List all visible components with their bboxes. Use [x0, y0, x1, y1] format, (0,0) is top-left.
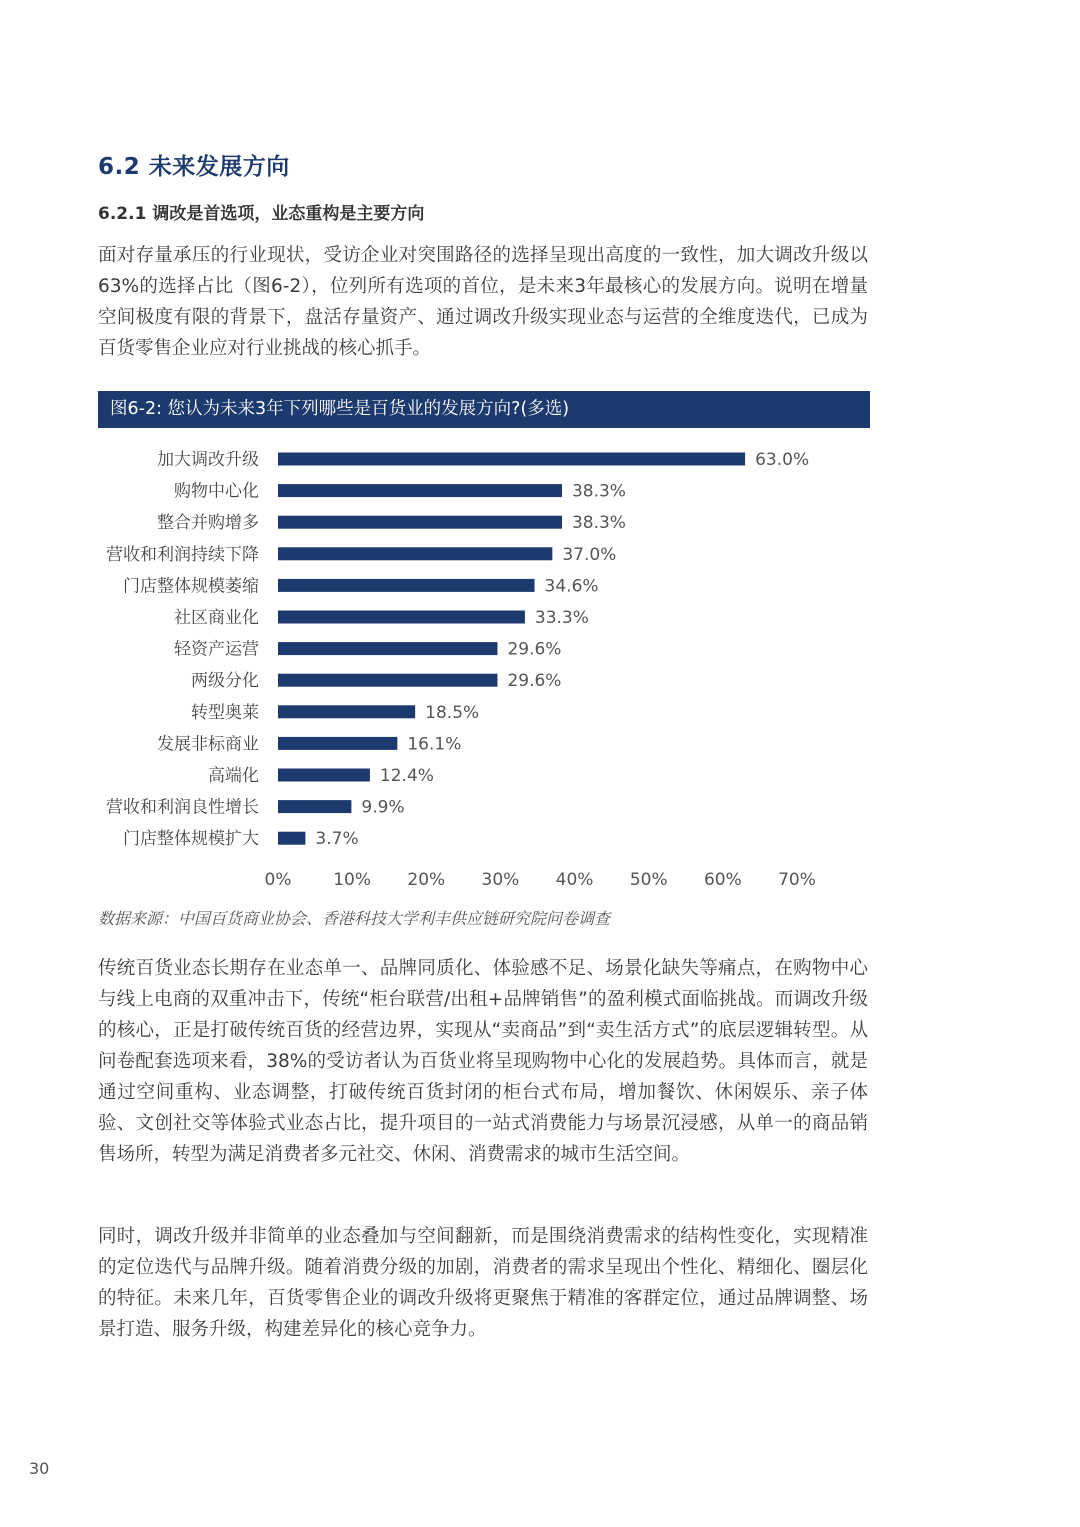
- figure-source: 数据来源：中国百货商业协会、香港科技大学利丰供应链研究院问卷调查: [98, 909, 611, 928]
- data-label: 38.3%: [571, 481, 626, 502]
- x-tick-label: 70%: [778, 870, 816, 890]
- bar: [278, 705, 415, 718]
- page-number: 30: [29, 1459, 50, 1478]
- bar: [278, 484, 562, 497]
- data-label: 29.6%: [507, 639, 562, 660]
- data-label: 37.0%: [562, 544, 617, 565]
- bar-chart: [0, 440, 1080, 900]
- data-label: 38.3%: [571, 513, 626, 534]
- data-label: 9.9%: [361, 797, 405, 818]
- bar: [278, 579, 535, 592]
- data-label: 63.0%: [755, 450, 810, 470]
- data-label: 34.6%: [544, 576, 599, 597]
- category-label: 高端化: [208, 766, 259, 786]
- bar: [278, 832, 305, 845]
- bar: [278, 674, 497, 687]
- category-label: 整合并购增多: [157, 513, 259, 534]
- category-label: 两级分化: [191, 671, 259, 692]
- x-tick-label: 10%: [333, 870, 372, 890]
- x-tick-label: 40%: [555, 870, 594, 890]
- category-label: 轻资产运营: [174, 639, 259, 660]
- category-label: 购物中心化: [174, 481, 259, 502]
- x-tick-label: 50%: [629, 870, 668, 890]
- category-label: 营收和利润持续下降: [106, 544, 259, 565]
- category-label: 转型奥莱: [191, 702, 259, 723]
- subsection-title: 6.2.1 调改是首选项，业态重构是主要方向: [98, 204, 425, 224]
- data-label: 12.4%: [379, 766, 434, 786]
- bar: [278, 611, 525, 624]
- category-label: 营收和利润良性增长: [106, 797, 259, 818]
- x-tick-label: 0%: [264, 870, 292, 890]
- body-paragraph-2: 同时，调改升级并非简单的业态叠加与空间翻新，而是围绕消费需求的结构性变化，实现精准的定位迭代与品牌升级。随着消费分级的加剧，消费者的需求呈现出个性化、精细化、圈层化的特征。未来几年，百货零售企业的调改升级将更聚焦于精准的客群定位，通过品牌调整、场景打造、服务升级，构建差异化的核心竞争力。: [98, 1226, 868, 1340]
- category-label: 发展非标商业: [157, 734, 259, 755]
- x-tick-label: 20%: [407, 870, 446, 890]
- body-paragraph-1: 传统百货业态长期存在业态单一、品牌同质化、体验感不足、场景化缺失等痛点，在购物中心与线上电商的双重冲击下，传统“柜台联营/出租+品牌销售”的盈利模式面临挑战。而调改升级的核心，正是打破传统百货的经营边界，实现从“卖商品”到“卖生活方式”的底层逻辑转型。从问卷配套选项来看，38%的受访者认为百货业将呈现购物中心化的发展趋势。具体而言，就是通过空间重构、业态调整，打破传统百货封闭的柜台式布局，增加餐饮、休闲娱乐、亲子体验、文创社交等体验式业态占比，提升项目的一站式消费能力与场景沉浸感，从单一的商品销售场所，转型为满足消费者多元社交、休闲、消费需求的城市生活空间。: [98, 958, 868, 1165]
- bar: [278, 800, 351, 813]
- data-label: 18.5%: [425, 702, 480, 723]
- bar: [278, 453, 745, 466]
- bar: [278, 769, 370, 782]
- category-label: 社区商业化: [174, 608, 259, 628]
- data-label: 29.6%: [507, 671, 562, 692]
- bar: [278, 642, 497, 655]
- intro-paragraph: 面对存量承压的行业现状，受访企业对突围路径的选择呈现出高度的一致性，加大调改升级以63%的选择占比（图6-2），位列所有选项的首位，是未来3年最核心的发展方向。说明在增量空间极度有限的背景下，盘活存量资产、通过调改升级实现业态与运营的全维度迭代，已成为百货零售企业应对行业挑战的核心抓手。: [98, 245, 868, 359]
- bar: [278, 516, 562, 529]
- bar: [278, 737, 397, 750]
- figure-caption: 图6-2: 您认为未来3年下列哪些是百货业的发展方向?(多选): [98, 391, 870, 428]
- data-label: 3.7%: [315, 829, 359, 850]
- x-tick-label: 30%: [481, 870, 520, 890]
- section-title: 6.2 未来发展方向: [98, 154, 290, 180]
- data-label: 16.1%: [407, 734, 462, 755]
- data-label: 33.3%: [534, 608, 589, 628]
- category-label: 门店整体规模萎缩: [123, 576, 259, 597]
- bar: [278, 547, 552, 560]
- category-label: 门店整体规模扩大: [123, 829, 259, 850]
- category-label: 加大调改升级: [157, 450, 259, 470]
- x-tick-label: 60%: [703, 870, 742, 890]
